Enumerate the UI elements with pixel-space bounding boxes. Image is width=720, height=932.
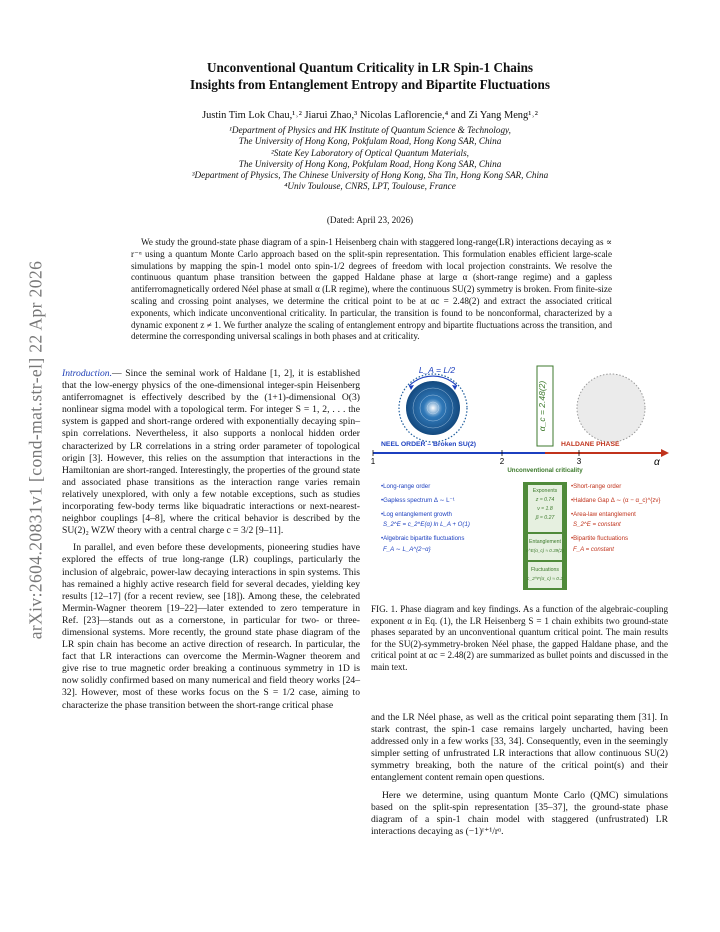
haldane-bullet: F_A = constant [573, 546, 614, 553]
tick-label: 1 [371, 457, 376, 466]
paper-title [120, 60, 620, 93]
neel-bullet: F_A ∼ L_A^{2−α} [383, 546, 431, 553]
tick-label: 3 [576, 457, 582, 466]
arxiv-sidebar [16, 210, 56, 690]
critical-item: ν ≈ 1.8 [537, 506, 553, 512]
right-column [371, 712, 668, 838]
entanglement-panel [528, 534, 562, 560]
critical-item: c^E(α_c) ≈ 0.39(2) [526, 548, 564, 553]
neel-bullet: •Algebraic bipartite fluctuations [381, 535, 465, 542]
abstract: We study the ground-state phase diagram of a spin-1 Heisenberg chain with staggered long-range(LR) interactions decaying as ∝ r⁻ᵅ using a quantum Monte Carlo approach based on the split-spin representation. This formulation enables efficient large-scale simulations by mapping the spin-1 model onto spin-1/2 degrees of freedom with local projection constraints. We resolve the continuous quantum phase transition between the gapped Haldane phase at large α (short-range regime) and a gapless antiferromagnetically ordered Néel phase at small α (LR regime), where the continuous SU(2) symmetry is broken. From finite-size scaling and crossing point analyses, we determine the critical point to be at αc = 2.48(2) and extract the associated critical exponents, which indicate unconventional criticality. In particular, the transition is found to be nonconformal, characterized by a dynamic exponent z ≠ 1. We further analyze the scaling of entanglement entropy and bipartite fluctuations across the transition, and determine the corresponding universal scalings in both phases and at criticality. [131, 237, 612, 342]
critical-title: Unconventional criticality [507, 467, 583, 474]
haldane-phase-label: HALDANE PHASE [561, 441, 620, 448]
critical-item: β ≈ 0.27 [535, 515, 555, 521]
date-line: (Dated: April 23, 2026) [326, 215, 414, 225]
haldane-sphere [577, 374, 645, 442]
affiliations [100, 125, 640, 193]
critical-item: Fluctuations [531, 567, 559, 573]
tick-label: 2 [499, 457, 505, 466]
neel-phase-label: NEEL ORDER – Broken SU(2) [381, 441, 477, 448]
title-line-2: Insights from Entanglement Entropy and Bipartite Fluctuations [189, 76, 550, 92]
phase-diagram-figure [371, 362, 671, 592]
axis-arrow [661, 449, 669, 457]
neel-ordered-sphere [406, 381, 460, 435]
la-label: L_A = L/2 [418, 365, 456, 375]
critical-item: z ≈ 0.74 [535, 497, 555, 503]
intro-text: — Since the seminal work of Haldane [1, 2], it is established that the low-energy physics of the one-dimensional integer-spin Heisenberg antiferromagnet is effectively described by the (1+1)-dimensional O(3) nonlinear sigma model with a topological term. For integer S = 1, 2, . . . the system is gapped and short-range ordered with exponentially decaying spin–spin correlations. Nevertheless, it also supports a nonlocal hidden order characterized by LR correlations in a string order parameter of topological origin [3]. However, this relies on the assumption that interactions in the Hamiltonian are short-ranged. Interestingly, the properties of the ground state and associated phase transitions as the interaction range varies remain relatively unexplored, with only a few notable exceptions, such as studies incorporating few-body terms like biquadratic interactions or next-nearest-neighbor couplings [4–8], where the critical behavior is described by the SU(2)₂ WZW theory with a central charge c = 3/2 [9–11]. [62, 368, 360, 537]
author-list: Justin Tim Lok Chau,¹˒² Jiarui Zhao,³ Nicolas Laflorencie,⁴ and Zi Yang Meng¹˒² [202, 110, 538, 121]
critical-item: Entanglement [528, 539, 562, 545]
haldane-bullet: •Short-range order [571, 483, 622, 490]
left-column [62, 368, 360, 712]
fluctuations-panel [528, 562, 562, 588]
affiliation-line: ⁴Univ Toulouse, CNRS, LPT, Toulouse, France [284, 181, 456, 192]
neel-bullet: S_2^E = c_2^E(α) ln L_A + O(1) [383, 521, 470, 528]
haldane-bullet: S_2^E = constant [573, 521, 621, 528]
haldane-bullet: •Haldane Gap Δ ∼ (α − α_c)^{zν} [571, 497, 661, 504]
intro-paragraph [62, 368, 360, 537]
affiliation-line: The University of Hong Kong, Pokfulam Road, Hong Kong SAR, China [238, 136, 502, 147]
affiliation-line: ²State Key Laboratory of Optical Quantum Materials, [271, 147, 469, 158]
neel-bullet: •Log entanglement growth [381, 511, 452, 518]
affiliation-line: ¹Department of Physics and HK Institute of Quantum Science & Technology, [229, 125, 511, 135]
neel-bullet: •Long-range order [381, 483, 431, 490]
alpha-c-label: α_c = 2.48(2) [537, 380, 547, 432]
title-line-1: Unconventional Quantum Criticality in LR Spin-1 Chains [206, 60, 534, 75]
haldane-bullet: •Area-law entanglement [571, 511, 636, 518]
critical-item: c_2^F(α_c) ≈ 0.2 [527, 577, 563, 582]
paragraph: Here we determine, using quantum Monte Carlo (QMC) simulations based on the split-spin representation [35–37], the ground-state phase diagram of a spin-1 chain model with staggered (unfrustrated) LR interactions decaying as (−1)ʳ⁺¹/rᵅ. [371, 789, 668, 837]
arxiv-identifier: arXiv:2604.20831v1 [cond-mat.str-el] 22 Apr 2026 [25, 260, 46, 640]
affiliation-line: The University of Hong Kong, Pokfulam Road, Hong Kong SAR, China [238, 158, 502, 169]
paragraph: In parallel, and even before these developments, pioneering studies have explored the effects of true long-range (LR) couplings, particularly the inclusion of algebraic, power-law decaying interactions in spin systems. This has remained a highly active research field for several decades, yielding key results [12–17] (for a recent review, see [18]). Among these, the celebrated Mermin-Wagner theorem [19–22]—later extended to zero temperature in Ref. [23]—stands out as a cornerstone, in particular for two- or three-dimensional systems. More recently, the ground state phase diagram of the LR spin chain has become an active direction of research. In particular, the fact that LR interactions can overcome the Mermin-Wagner theorem and give rise to true magnetic order breaking a continuous symmetry in 1D is now solidly confirmed based on many numerical and field theory works [24–32]. However, most of these works focus on the S = 1/2 case, aiming to characterize the phase transition between the short-range critical phase [62, 542, 360, 711]
haldane-bullet: •Bipartite fluctuations [571, 535, 629, 542]
figure-caption: FIG. 1. Phase diagram and key findings. As a function of the algebraic-coupling exponent α in Eq. (1), the LR Heisenberg S = 1 chain exhibits two ground-state phases separated by an unconventional quantum critical point. The main results for the SU(2)-symmetry-broken Néel phase, the gapped Haldane phase, and the critical point at αc = 2.48(2) are summarized as bullet points and discussed in the main text. [371, 604, 668, 672]
critical-item: Exponents [532, 488, 558, 494]
alpha-axis-label: α [654, 457, 660, 468]
affiliation-line: ³Department of Physics, The Chinese University of Hong Kong, Sha Tin, Hong Kong SAR, China [191, 170, 549, 181]
paragraph: and the LR Néel phase, as well as the critical point separating them [31]. In stark contrast, the spin-1 case remains largely uncharted, having been addressed only in a few works [33, 34]. Consequently, even in the seemingly simpler setting of unfrustrated LR interactions that allow continuous SU(2) symmetry breaking, both the nature of the critical point(s) and their entanglement content remain open questions. [371, 712, 668, 784]
intro-label-link[interactable]: Introduction. [62, 368, 113, 379]
neel-bullet: •Gapless spectrum Δ ∼ L⁻¹ [381, 497, 455, 504]
